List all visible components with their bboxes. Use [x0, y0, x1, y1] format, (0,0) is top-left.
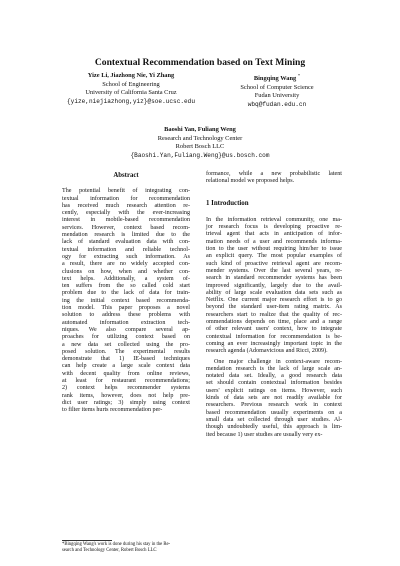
body-line: such kind of proactive retrieval agent are recom- — [206, 260, 342, 267]
body-line: research agenda (Adomavicious and Ricci, 2009). — [206, 348, 328, 355]
abstract-line: rank items, however, does not help pre- — [62, 392, 190, 399]
abstract-line: 2) context helps recommender systems — [62, 385, 190, 392]
body-line: mender systems. Over the last several years, re- — [206, 267, 342, 274]
body-line: users' explicit ratings on items. However, such — [206, 387, 342, 394]
abstract-line: ten suffers from the so called cold start — [62, 283, 190, 290]
body-line: researchers start to realize that the quality of rec- — [206, 311, 342, 318]
abstract-line: to filter items hurts recommendation per- — [62, 407, 163, 414]
footnote-line: search and Technology Center, Robert Bosch LLC — [62, 548, 157, 553]
abstract-line: solution to address these problems with — [62, 312, 190, 319]
body-line: ommendations depends on time, place and a range — [206, 319, 342, 326]
body-line: coming an ever increasingly important topic in the — [206, 340, 342, 347]
abstract-line: automated information extraction tech- — [62, 319, 190, 326]
body-line: contextual information for recommendation is be- — [206, 333, 342, 340]
author-organization: Robert Bosch LLC — [175, 143, 225, 151]
author-names: Baoshi Yan, Fuliang Weng — [164, 126, 236, 133]
abstract-line: problem due to the lack of data for train- — [62, 290, 190, 297]
abstract-body — [62, 188, 190, 414]
left-column — [62, 172, 190, 415]
author-email: {Baoshi.Yan,Fuliang.Weng}@us.bosch.com — [130, 151, 270, 159]
author-name: Bingqing Wang — [253, 75, 297, 83]
body-line: search in standard recommender systems has been — [206, 275, 342, 282]
body-line: mendation research is the lack of large scale an- — [206, 365, 342, 372]
abstract-continuation — [206, 171, 342, 186]
abstract-line: at least for restaurant recommendations; — [62, 378, 190, 385]
body-line: an explicit query. The most popular examples of — [206, 253, 342, 260]
abstract-line: textual information for recommendation — [62, 195, 190, 202]
author-names — [218, 72, 336, 84]
abstract-line: mendation research is limited due to the — [62, 232, 190, 239]
footnote-line: *Bingqing Wang's work is done during his stay in the Re- — [62, 542, 171, 547]
abstract-line: text helps. Additionally, a system of- — [62, 275, 190, 282]
footnote-mark: * — [297, 73, 301, 78]
body-line: Netflix. One current major research effort is to go — [206, 297, 342, 304]
body-line: trieval agent that acts in anticipation of infor- — [206, 231, 342, 238]
abstract-line: clusions on how, when and whether con- — [62, 268, 190, 275]
footnote-divider — [62, 540, 112, 541]
body-line: kinds of data sets are not readily available for — [206, 395, 342, 402]
abstract-line: a new data set collected using the pro- — [62, 341, 190, 348]
author-organization: Fudan University — [254, 92, 300, 100]
right-column — [206, 171, 342, 439]
abstract-line: proaches for utilizing context based on — [62, 334, 190, 341]
author-department: Research and Technology Center — [157, 134, 243, 142]
body-line: mation needs of a user and recommends informa- — [206, 238, 342, 245]
abstract-line: with decent quality from online reviews, — [62, 370, 190, 377]
abstract-line: a result, there are no widely accepted con- — [62, 261, 190, 268]
abstract-line: can help create a large scale context data — [62, 363, 190, 370]
author-organization: University of California Santa Cruz — [85, 89, 177, 97]
body-line: beyond the standard user-item rating matrix. As — [206, 304, 342, 311]
section-heading-introduction: 1 Introduction — [206, 199, 249, 207]
author-block-fudan — [218, 72, 336, 110]
abstract-line: The potential benefit of integrating con- — [62, 188, 190, 195]
abstract-line: cently, especially with the ever-increasing — [62, 210, 190, 217]
abstract-line: niques. We also compare several ap- — [62, 326, 190, 333]
abstract-line: textual information and reliable technol- — [62, 246, 190, 253]
body-line: One major challenge in context-aware recom- — [214, 358, 342, 365]
author-department: School of Computer Science — [240, 83, 314, 91]
abstract-line: ing the initial context based recommenda- — [62, 297, 190, 304]
footnote — [62, 542, 192, 554]
body-line: researchers. Previous research work in context — [206, 402, 342, 409]
intro-paragraph-1 — [206, 217, 342, 356]
abstract-line: formance, while a new probabilistic latent — [206, 171, 342, 177]
body-line: based recommendation usually experiments on a — [206, 409, 342, 416]
body-line: notated data set. Ideally, a good research data — [206, 373, 342, 380]
intro-paragraph-2 — [206, 359, 342, 439]
body-line: tion to the user without requiring him/her to issue — [206, 246, 342, 253]
author-email: {yize,niejiazhong,yiz}@soe.ucsc.edu — [67, 97, 195, 105]
body-line: set should contain contextual information besides — [206, 380, 342, 387]
abstract-heading: Abstract — [113, 172, 139, 179]
body-line: of other relevant users' context, how to integrate — [206, 326, 342, 333]
abstract-line: tion model. This paper proposes a novel — [62, 305, 190, 312]
author-email: wbq@fudan.edu.cn — [247, 100, 307, 108]
abstract-line: posed solution. The experimental results — [62, 348, 190, 355]
body-line: small data set collected through user studies. Al- — [206, 416, 342, 423]
abstract-line: ogy for extracting such information. As — [62, 253, 190, 260]
abstract-line: relational model we proposed helps. — [206, 178, 295, 185]
body-line: ability of large scale evaluation data sets such as — [206, 289, 342, 296]
body-line: ited because 1) user studies are usually very ex- — [206, 431, 323, 438]
abstract-line: has received much research attention re- — [62, 202, 190, 209]
body-line: In the information retrieval community, one ma- — [206, 216, 342, 223]
author-names: Yize Li, Jiazhong Nie, Yi Zhang — [87, 72, 175, 79]
paper-title: Contextual Recommendation based on Text Mining — [94, 57, 306, 68]
author-block-bosch — [105, 126, 295, 160]
abstract-line: dict user ratings; 3) simply using context — [62, 399, 190, 406]
author-block-ucsc — [48, 72, 214, 106]
abstract-line: interest in mobile-based recommendation — [62, 217, 190, 224]
abstract-line: services. However, context based recom- — [62, 224, 190, 231]
body-line: though undoubtedly useful, this approach is lim- — [206, 424, 342, 431]
body-line: jor research focus is developing proactive re- — [206, 224, 342, 231]
abstract-line: demonstrate that 1) IE-based techniques — [62, 356, 190, 363]
author-department: School of Engineering — [102, 80, 160, 88]
body-line: improved significantly, largely due to the avail- — [206, 282, 342, 289]
abstract-line: lack of standard evaluation data with con- — [62, 239, 190, 246]
